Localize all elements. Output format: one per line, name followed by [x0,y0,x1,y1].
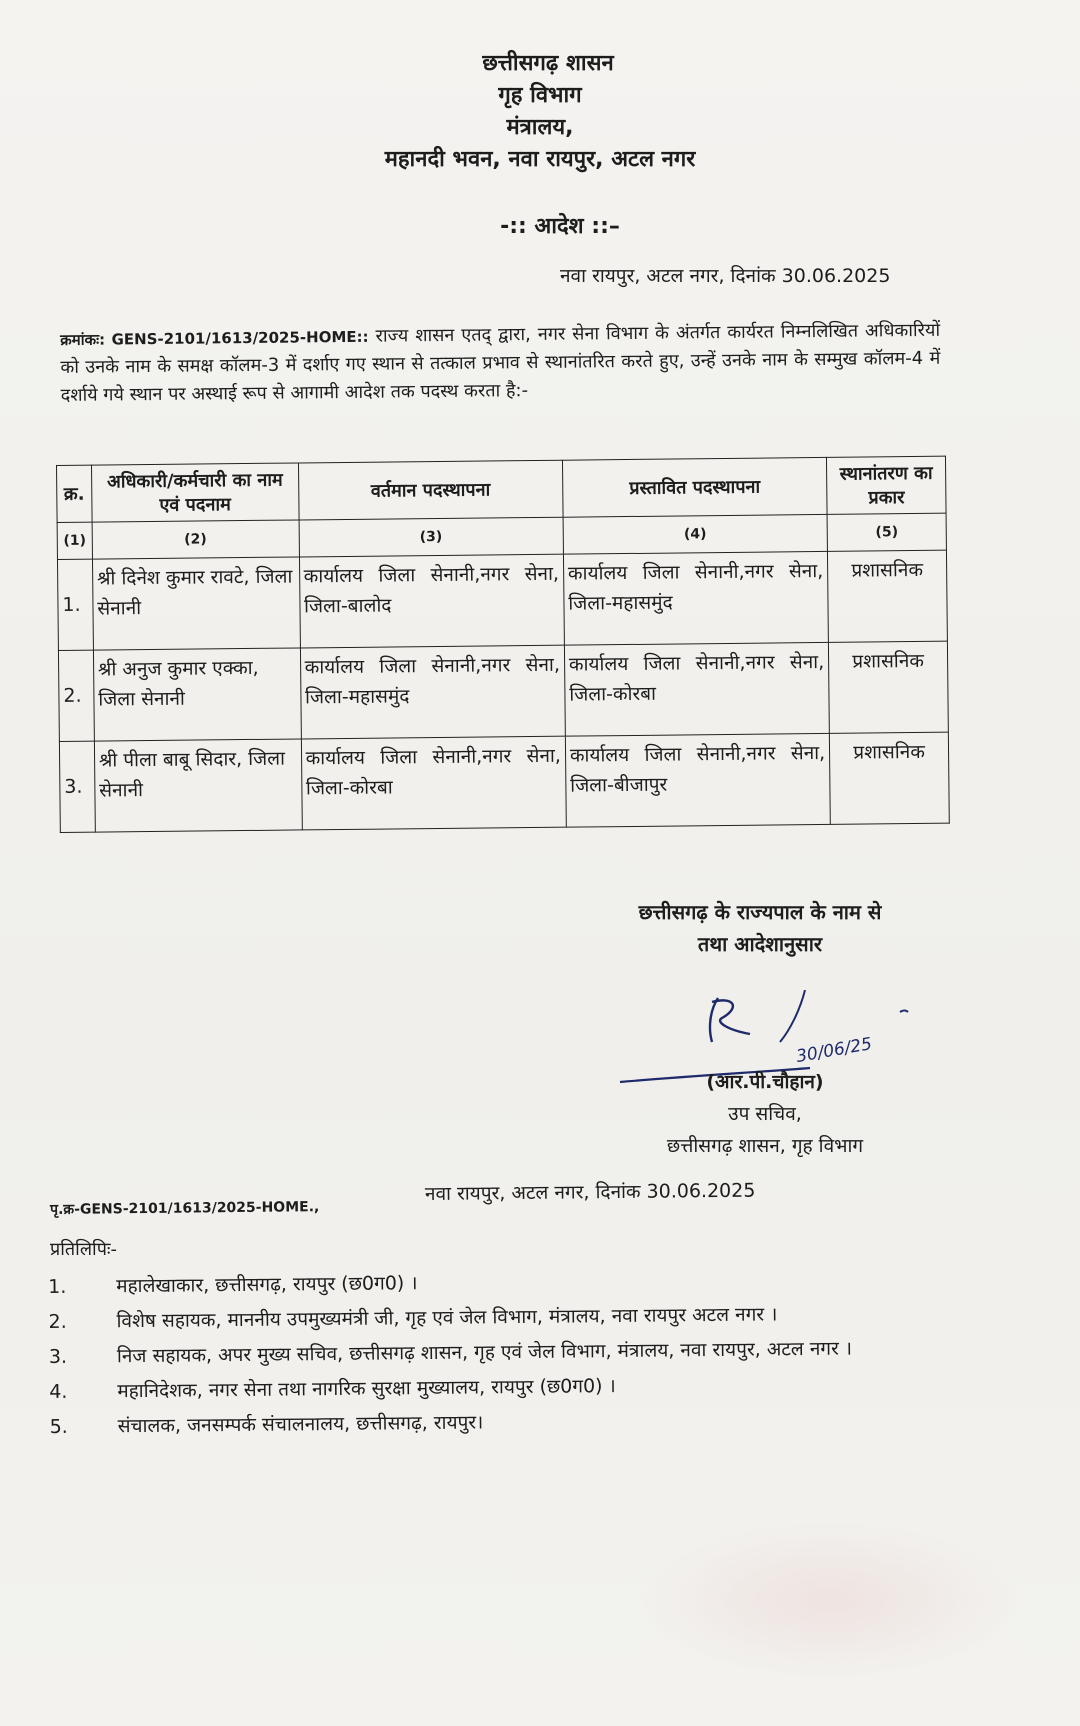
row-current-posting: कार्यालय जिला सेनानी,नगर सेना, जिला-महासमुंद [300,645,565,739]
letterhead-department: गृह विभाग [498,83,582,108]
header-transfer-type: स्थानांतरण का प्रकार [827,456,946,514]
transfer-table [56,456,950,833]
copy-list [48,1261,930,1445]
list-item-text: महानिदेशक, नगर सेना तथा नागरिक सुरक्षा मुख्यालय, रायपुर (छ0ग0) । [117,1375,616,1403]
col-number: (2) [92,520,299,559]
list-item-number: 5. [49,1415,68,1438]
signature-date: 30/06/25 [794,1034,874,1068]
col-number: (3) [299,517,564,557]
copy-label: प्रतिलिपिः- [50,1239,118,1260]
signatory-name: (आर.पी.चौहान) [706,1071,824,1093]
row-transfer-type: प्रशासनिक [828,641,948,733]
row-current-posting: कार्यालय जिला सेनानी,नगर सेना, जिला-कोरबा [301,736,566,830]
list-item-number: 3. [48,1345,68,1368]
list-item-text: विशेष सहायक, माननीय उपमुख्यमंत्री जी, गृह एवं जेल विभाग, मंत्रालय, नवा रायपुर अटल नगर । [116,1303,778,1333]
list-item-text: महालेखाकार, छत्तीसगढ़, रायपुर (छ0ग0) । [116,1272,418,1298]
row-proposed-posting: कार्यालय जिला सेनानी,नगर सेना, जिला-कोरबा [564,642,829,736]
order-dateline: नवा रायपुर, अटल नगर, दिनांक 30.06.2025 [560,265,891,287]
row-name: श्री दिनेश कुमार रावटे, जिला सेनानी [92,557,300,650]
authority-line [610,896,910,960]
col-number: (1) [57,522,92,559]
list-item-number: 4. [49,1380,68,1403]
header-sn: क्र. [57,465,92,522]
table-row [58,641,948,741]
endorsement-date: नवा रायपुर, अटल नगर, दिनांक 30.06.2025 [424,1179,756,1206]
row-name: श्री अनुज कुमार एक्का, जिला सेनानी [93,648,301,741]
signatory [640,1066,890,1162]
letterhead-government: छत्तीसगढ़ शासन [482,51,614,76]
endorsement-reference: पृ.क्र-GENS-2101/1613/2025-HOME., [50,1199,320,1218]
table-header-row [57,456,947,522]
col-number: (4) [563,514,828,554]
authority-line-2: तथा आदेशानुसार [697,932,823,956]
order-intro-text: राज्य शासन एतद् द्वारा, नगर सेना विभाग के अंतर्गत कार्यरत निम्नलिखित अधिकारियों को उनके नाम के समक्ष कॉलम-3 में दर्शाए गए स्थान से तत्काल प्रभाव से स्थानांतरित करते हुए, उन्हें उनके नाम के सम्मुख कॉलम-4 में दर्शाये गये स्थान पर अस्थाई रूप से आगामी आदेश तक पदस्थ करता है:- [60,319,941,406]
row-sn: 2. [58,650,94,741]
row-proposed-posting: कार्यालय जिला सेनानी,नगर सेना, जिला-बीजापुर [565,733,830,827]
col-number: (5) [827,513,946,551]
list-item-number: 1. [48,1275,67,1298]
header-proposed-posting: प्रस्तावित पदस्थापना [562,457,827,517]
order-title: -:: आदेश ::– [500,214,620,239]
list-item-text: संचालक, जनसम्पर्क संचालनालय, छत्तीसगढ़, रायपुर। [117,1411,484,1438]
row-current-posting: कार्यालय जिला सेनानी,नगर सेना, जिला-बालोद [299,554,564,648]
authority-line-1: छत्तीसगढ़ के राज्यपाल के नाम से [638,900,882,924]
header-name: अधिकारी/कर्मचारी का नाम एवं पदनाम [91,463,298,522]
row-sn: 3. [59,741,95,832]
table-row [57,550,947,650]
header-current-posting: वर्तमान पदस्थापना [298,460,563,520]
letterhead-address: महानदी भवन, नवा रायपुर, अटल नगर [384,147,696,172]
row-transfer-type: प्रशासनिक [829,732,949,824]
row-proposed-posting: कार्यालय जिला सेनानी,नगर सेना, जिला-महासमुंद [563,551,828,645]
signatory-designation: उप सचिव, [728,1103,802,1125]
table-row [59,732,949,832]
endorsement-line [50,1179,950,1219]
letterhead-ministry: मंत्रालय, [506,115,574,140]
letterhead [0,48,1080,176]
row-name: श्री पीला बाबू सिदार, जिला सेनानी [94,739,302,832]
signatory-office: छत्तीसगढ़ शासन, गृह विभाग [666,1135,864,1157]
list-item-number: 2. [48,1310,67,1333]
order-intro [60,317,941,410]
list-item-text: निज सहायक, अपर मुख्य सचिव, छत्तीसगढ़ शासन, गृह एवं जेल विभाग, मंत्रालय, नवा रायपुर, अटल नगर । [116,1337,853,1368]
order-reference: क्रमांकः: GENS-2101/1613/2025-HOME:: [60,327,369,349]
row-transfer-type: प्रशासनिक [828,550,948,642]
row-sn: 1. [57,559,93,650]
paper-shadow [640,1520,1020,1680]
